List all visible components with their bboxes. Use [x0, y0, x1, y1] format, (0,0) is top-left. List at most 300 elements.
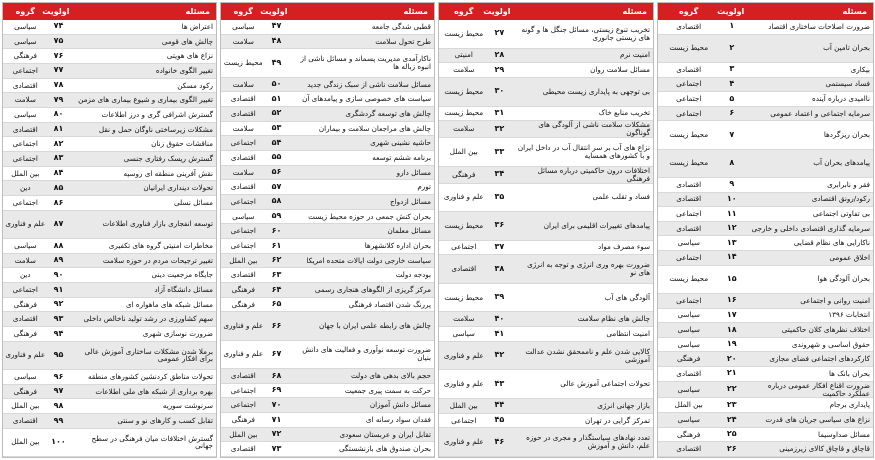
rank-cell: ۹۹	[53, 415, 64, 425]
group-cell: اجتماعی	[12, 197, 38, 207]
issue-cell: ناکارآمدی مدیریت پسماند و مسائل ناشی از انبوه زباله ها	[300, 54, 431, 71]
rank-cell: ۴۸	[271, 36, 282, 46]
table-row	[221, 413, 434, 428]
issue-cell: ضرورت اصلاحات ساختاری اقتصاد	[768, 21, 870, 31]
rank-cell: ۸۶	[53, 197, 64, 207]
issue-cell: مشکلات سلامت ناشی از آلودگی های گوناگون	[538, 120, 650, 138]
issue-cell: مسائل معلمان	[387, 226, 431, 236]
table-row	[658, 323, 873, 338]
group-cell: علم و فناوری	[223, 349, 264, 359]
group-cell: اقتصادی	[230, 108, 256, 118]
group-cell: اقتصادی	[230, 370, 256, 380]
table-row	[658, 63, 873, 78]
table-row	[439, 78, 653, 107]
rank-cell: ۶۸	[271, 370, 282, 380]
group-cell: اقتصادی	[230, 152, 256, 162]
header-issue: مسئله	[403, 7, 428, 16]
table-body	[221, 20, 434, 457]
table-row	[3, 20, 216, 35]
issue-cell: مناقشات حقوق زنان	[151, 139, 213, 149]
issue-cell: حرکت به سمت پیری جمعیت	[344, 385, 431, 395]
group-cell: سیاسی	[677, 238, 700, 248]
table-row	[439, 327, 653, 342]
rank-cell: ۸۱	[53, 124, 64, 134]
issue-cell: سوء مصرف مواد	[598, 242, 650, 252]
table-row	[658, 193, 873, 208]
table-row	[439, 284, 653, 313]
group-cell: اجتماعی	[451, 415, 477, 425]
group-cell: اجتماعی	[230, 240, 256, 250]
group-cell: بین الملل	[449, 400, 478, 410]
group-cell: علم و فناوری	[223, 321, 264, 331]
group-cell: سلامت	[232, 123, 254, 133]
table-row	[658, 382, 873, 399]
group-cell: بین الملل	[11, 437, 40, 447]
rank-cell: ۷۰	[271, 399, 282, 409]
group-cell: سیاسی	[677, 339, 700, 349]
rank-cell: ۱۳	[726, 237, 737, 247]
rank-cell: ۵۰	[271, 79, 282, 89]
rank-cell: ۹۲	[53, 299, 64, 309]
issue-cell: اخلاق عمومی	[829, 252, 870, 262]
issue-cell: مسائل شبکه های ماهواره ای	[125, 299, 213, 309]
group-cell: علم و فناوری	[443, 379, 484, 389]
issue-cell: بازار جهانی انرژی	[597, 400, 650, 410]
group-cell: اقتصادی	[12, 314, 38, 324]
rank-cell: ۹۶	[53, 371, 64, 381]
table-row	[3, 312, 216, 327]
issue-cell: طرح تحول سلامت	[375, 36, 431, 46]
table-row	[658, 92, 873, 107]
rank-cell: ۳۰	[494, 86, 505, 96]
group-cell: اجتماعی	[676, 252, 702, 262]
group-cell: فرهنگی	[452, 169, 476, 179]
rank-cell: ۶۴	[271, 284, 282, 294]
issue-cell: مسائل دانش آموزان	[369, 400, 431, 410]
table-row	[3, 399, 216, 414]
rank-cell: ۳۱	[494, 108, 505, 118]
group-cell: دین	[19, 270, 31, 280]
group-cell: محیط زیست	[444, 86, 484, 96]
group-cell: سیاسی	[677, 414, 700, 424]
table-row	[221, 92, 434, 107]
table-row	[221, 49, 434, 77]
table-row	[3, 181, 216, 196]
issue-cell: تورم	[417, 182, 431, 192]
issue-cell: امنیت انتظامی	[606, 329, 650, 339]
issue-cell: بیکاری	[850, 64, 870, 74]
table-row	[221, 78, 434, 93]
issue-cell: چالش های رابطه علمی ایران با جهان	[319, 321, 431, 331]
group-cell: بین الملل	[229, 429, 258, 439]
rank-cell: ۴۳	[494, 378, 505, 388]
table-row	[221, 136, 434, 151]
table-row	[3, 123, 216, 138]
table-row	[3, 327, 216, 342]
table-row	[221, 341, 434, 369]
table-row	[658, 309, 873, 324]
group-cell: اجتماعی	[230, 138, 256, 148]
issue-cell: رکود مسکن	[177, 80, 213, 90]
group-cell: محیط زیست	[444, 220, 484, 230]
issue-cell: اعتراض ها	[181, 21, 213, 31]
group-cell: محیط زیست	[444, 292, 484, 302]
table-row	[3, 239, 216, 254]
issue-cell: حاشیه نشینی شهری	[370, 138, 431, 148]
table-row	[439, 167, 653, 184]
group-cell: سیاسی	[452, 329, 475, 339]
table-row	[3, 79, 216, 94]
group-cell: بین الملل	[449, 146, 478, 156]
rank-cell: ۲۶	[726, 443, 737, 453]
group-cell: اجتماعی	[676, 295, 702, 305]
issue-cell: مسائل سلامت ناشی از سبک زندگی جدید	[307, 79, 431, 89]
group-cell: اقتصادی	[230, 444, 256, 454]
table-row	[3, 268, 216, 283]
rank-cell: ۳۲	[494, 123, 505, 133]
rank-cell: ۳۶	[494, 220, 505, 230]
table-row	[3, 283, 216, 298]
group-cell: اقتصادی	[676, 368, 702, 378]
issue-cell: امنیت نرم	[620, 50, 650, 60]
issue-cell: آلودگی های آب	[604, 292, 650, 302]
group-cell: فرهنگی	[231, 414, 255, 424]
rank-cell: ۹۵	[53, 350, 64, 360]
issue-cell: انتخابات ۱۳۹۶	[828, 310, 870, 320]
issue-cell: توسعه انفجاری بازار فناوری اطلاعات	[102, 219, 213, 229]
issue-cell: رکود/رونق اقتصادی	[811, 194, 870, 204]
table-row	[3, 152, 216, 167]
group-cell: اجتماعی	[12, 139, 38, 149]
group-cell: فرهنگی	[13, 299, 37, 309]
rank-cell: ۹۰	[53, 269, 64, 279]
table-header	[221, 3, 434, 20]
rank-cell: ۸۴	[53, 168, 64, 178]
group-cell: اقتصادی	[230, 182, 256, 192]
group-cell: سلامت	[453, 314, 475, 324]
rank-cell: ۲۴	[726, 414, 737, 424]
group-cell: فرهنگی	[677, 429, 701, 439]
group-cell: دین	[19, 183, 31, 193]
issue-cell: نزاع های آب بر سر انتقال آب در داخل ایران و با کشورهای همسایه	[517, 143, 650, 160]
table-row	[439, 255, 653, 284]
rank-cell: ۷۵	[53, 36, 64, 46]
issue-cell: حجم بالای بدهی های دولت	[351, 370, 431, 380]
rank-cell: ۴۲	[494, 350, 505, 360]
rank-cell: ۲۳	[726, 399, 737, 409]
group-cell: اجتماعی	[12, 284, 38, 294]
rank-cell: ۲۰	[726, 353, 737, 363]
rank-cell: ۹۷	[53, 386, 64, 396]
group-cell: محیط زیست	[444, 28, 484, 38]
group-cell: سلامت	[232, 167, 254, 177]
table-row	[658, 107, 873, 122]
group-cell: فرهنگی	[231, 299, 255, 309]
rank-cell: ۱۷	[726, 309, 737, 319]
group-cell: اقتصادی	[230, 270, 256, 280]
issue-cell: بی توجهی به پایداری زیست محیطی	[542, 86, 650, 96]
group-cell: اقتصادی	[676, 64, 702, 74]
group-cell: محیط زیست	[669, 158, 709, 168]
table-row	[3, 414, 216, 429]
issue-cell: سرمایه اجتماعی و اعتماد عمومی	[770, 108, 870, 118]
issue-cell: بودجه دولت	[395, 270, 431, 280]
rank-cell: ۹۱	[53, 284, 64, 294]
issue-cell: سهم کشاورزی در رشد تولید ناخالص داخلی	[83, 314, 213, 324]
header-rank: اولویت	[717, 7, 745, 16]
issue-cell: پررنگ شدن اقتصاد فرهنگی	[348, 299, 431, 309]
rank-cell: ۷۹	[53, 94, 64, 104]
issue-cell: مخاطرات امنیتی گروه های تکفیری	[108, 240, 213, 250]
group-cell: اقتصادی	[676, 194, 702, 204]
table-row	[439, 312, 653, 327]
rank-cell: ۱۸	[726, 324, 737, 334]
issue-cell: گسترش ریسک رفتاری جنسی	[123, 153, 213, 163]
issue-cell: بحران صندوق های بازنشستگی	[338, 444, 431, 454]
table-row	[221, 398, 434, 413]
table-row	[439, 342, 653, 371]
table-row	[221, 268, 434, 283]
rank-cell: ۶۵	[271, 299, 282, 309]
rank-cell: ۵۲	[271, 108, 282, 118]
group-cell: بین الملل	[11, 168, 40, 178]
issue-cell: مشکلات زیرساختی ناوگان حمل و نقل	[98, 124, 213, 134]
group-cell: محیط زیست	[444, 108, 484, 118]
rank-cell: ۸۲	[53, 138, 64, 148]
group-cell: سیاسی	[14, 109, 37, 119]
group-cell: فرهنگی	[13, 51, 37, 61]
issue-cell: امنیت روانی و اجتماعی	[800, 295, 870, 305]
header-group: گروه	[15, 7, 35, 16]
group-cell: اقتصادی	[12, 124, 38, 134]
group-cell: فرهنگی	[231, 284, 255, 294]
header-rank: اولویت	[42, 7, 70, 16]
table-row	[439, 399, 653, 414]
group-cell: بین الملل	[229, 255, 258, 265]
rank-cell: ۶۱	[271, 240, 282, 250]
issue-cell: پیامدهای بحران آب	[813, 158, 870, 168]
rank-cell: ۶۲	[271, 255, 282, 265]
rank-cell: ۷	[729, 129, 735, 139]
issue-cell: بحران تامین آب	[823, 43, 870, 53]
header-issue: مسئله	[842, 7, 867, 16]
rank-cell: ۲۱	[726, 368, 737, 378]
rank-cell: ۴۹	[271, 57, 282, 67]
rank-cell: ۹۳	[53, 313, 64, 323]
rank-cell: ۵۴	[271, 137, 282, 147]
table-row	[3, 167, 216, 182]
table-header	[658, 3, 873, 20]
table-row	[658, 222, 873, 237]
group-cell: فرهنگی	[13, 328, 37, 338]
issue-cell: گسترش اختلافات میان فرهنگی در سطح جهانی	[91, 433, 213, 451]
group-cell: فرهنگی	[677, 354, 701, 364]
rank-cell: ۴۴	[494, 400, 505, 410]
rank-cell: ۸۵	[53, 182, 64, 192]
rank-cell: ۵۱	[271, 93, 282, 103]
group-cell: محیط زیست	[669, 130, 709, 140]
issue-cell: بحران اداره کلانشهرها	[364, 240, 431, 250]
issue-cell: ضرورت توسعه نوآوری و فعالیت های دانش بنیان	[302, 345, 431, 363]
rank-cell: ۲۸	[494, 50, 505, 59]
table-row	[3, 254, 216, 269]
table-row	[658, 35, 873, 63]
table-row	[221, 369, 434, 384]
group-cell: سیاسی	[14, 371, 37, 381]
header-rank: اولویت	[483, 7, 511, 16]
rank-cell: ۹	[729, 179, 735, 189]
group-cell: سیاسی	[14, 240, 37, 250]
table-row	[221, 239, 434, 254]
group-cell: اقتصادی	[676, 21, 702, 31]
table-row	[3, 93, 216, 108]
header-issue: مسئله	[622, 7, 647, 16]
issue-cell: بی تفاوتی اجتماعی	[812, 208, 870, 218]
issue-cell: سرنوشت سوریه	[162, 401, 213, 411]
rank-cell: ۶۷	[271, 349, 282, 359]
table-row	[439, 241, 653, 256]
table-body	[439, 20, 653, 457]
table-row	[658, 251, 873, 266]
group-cell: سلامت	[453, 65, 475, 75]
table-row	[439, 63, 653, 78]
table-row	[658, 207, 873, 222]
issue-cell: نزاع های هویتی	[166, 51, 213, 61]
issue-cell: سرمایه گذاری اقتصادی داخلی و خارجی	[751, 223, 870, 233]
rank-cell: ۳۷	[494, 242, 505, 252]
rank-cell: ۵۷	[271, 181, 282, 191]
table-row	[439, 121, 653, 138]
table-row	[3, 137, 216, 152]
rank-cell: ۷۲	[271, 429, 282, 439]
rank-cell: ۱۰۰	[51, 437, 66, 447]
rank-cell: ۲۷	[494, 28, 505, 38]
table-row	[221, 180, 434, 195]
group-cell: علم و فناوری	[443, 437, 484, 447]
issue-cell: چالش های توسعه گردشگری	[345, 108, 431, 118]
table-panel-4	[2, 2, 217, 458]
group-cell: اقتصادی	[676, 223, 702, 233]
header-issue: مسئله	[185, 7, 210, 16]
table-row	[3, 211, 216, 239]
issue-cell: تغییر ترجیحات مردم در حوزه سلامت	[102, 255, 213, 265]
group-cell: بین الملل	[674, 400, 703, 410]
rank-cell: ۳۴	[494, 169, 505, 179]
rank-cell: ۴۶	[494, 436, 505, 446]
table-header	[3, 3, 216, 20]
table-row	[658, 398, 873, 413]
issue-cell: بهره برداری از شبکه های ملی اطلاعات	[95, 386, 213, 396]
group-cell: امنیتی	[454, 50, 473, 60]
rank-cell: ۱۹	[726, 339, 737, 349]
issue-cell: تمرکز گرایی در تهران	[585, 415, 650, 425]
issue-cell: قطبی شدگی جامعه	[371, 21, 431, 31]
issue-cell: تحولات دینداری ایرانیان	[143, 183, 213, 193]
issue-cell: کالایی شدن علم و ناممحقق نشدن عدالت آموزشی	[525, 346, 650, 364]
group-cell: اقتصادی	[12, 415, 38, 425]
rank-cell: ۷۱	[271, 414, 282, 424]
rank-cell: ۴۰	[494, 313, 505, 323]
group-cell: فرهنگی	[13, 386, 37, 396]
rank-cell: ۳۵	[494, 191, 505, 201]
rank-cell: ۵۸	[271, 196, 282, 206]
table-row	[3, 108, 216, 123]
group-cell: اقتصادی	[676, 179, 702, 189]
table-panel-2	[438, 2, 654, 458]
rank-cell: ۵۵	[271, 152, 282, 162]
issue-cell: سیاست های خصوصی سازی و پیامدهای آن	[302, 94, 431, 104]
issue-cell: تقابل کسب و کارهای نو و سنتی	[117, 415, 213, 425]
table-row	[439, 184, 653, 213]
issue-cell: مسائل نسلی	[174, 197, 213, 207]
issue-cell: تغییر الگوی بیماری و شیوع بیماری های مزمن	[78, 95, 213, 105]
issue-cell: مسائل دارو	[396, 167, 431, 177]
table-row	[658, 178, 873, 193]
table-row	[439, 370, 653, 399]
table-row	[658, 352, 873, 367]
group-cell: سلامت	[232, 79, 254, 89]
rank-cell: ۲	[729, 42, 735, 52]
rank-cell: ۳۸	[494, 263, 505, 273]
issue-cell: پایداری برجام	[829, 400, 870, 410]
group-cell: اقتصادی	[12, 80, 38, 90]
rank-cell: ۶۳	[271, 269, 282, 279]
issue-cell: ضرورت اقناع افکار عمومی درباره عملکرد حاکمیت	[767, 380, 870, 398]
group-cell: اجتماعی	[676, 79, 702, 89]
issue-cell: فقدان سواد رسانه ای	[365, 414, 431, 424]
rank-cell: ۹۴	[53, 328, 64, 338]
issue-cell: چالش های مراجعان سلامت و بیماران	[318, 123, 431, 133]
table-row	[439, 414, 653, 429]
table-row	[221, 298, 434, 313]
group-cell: علم و فناوری	[443, 350, 484, 360]
table-row	[658, 78, 873, 93]
issue-cell: مسائل ازدواج	[390, 196, 431, 206]
table-row	[221, 283, 434, 298]
table-row	[221, 254, 434, 269]
group-cell: سلامت	[232, 36, 254, 46]
table-row	[3, 429, 216, 457]
rank-cell: ۷۴	[53, 21, 64, 31]
table-row	[221, 224, 434, 239]
issue-cell: ناامیدی درباره آینده	[812, 93, 870, 103]
group-cell: علم و فناوری	[443, 192, 484, 202]
group-cell: سلامت	[453, 124, 475, 134]
rank-cell: ۸	[729, 157, 735, 167]
rank-cell: ۷۶	[53, 50, 64, 60]
rank-cell: ۲۹	[494, 64, 505, 74]
issue-cell: تحولات اجتماعی آموزش عالی	[560, 379, 650, 389]
issue-cell: بحران ریزگردها	[823, 130, 870, 140]
issue-cell: قاچاق و قاچاق کالای زیرزمینی	[779, 444, 870, 454]
issue-cell: جایگاه مرجعیت دینی	[151, 270, 213, 280]
table-row	[3, 370, 216, 385]
table-row	[221, 195, 434, 210]
group-cell: اجتماعی	[676, 93, 702, 103]
table-row	[439, 20, 653, 49]
table-row	[658, 428, 873, 443]
group-cell: سلامت	[14, 95, 36, 105]
group-cell: سیاسی	[677, 384, 700, 394]
issue-cell: کارکردهای اجتماعی فضای مجازی	[769, 354, 870, 364]
group-cell: سیاسی	[232, 21, 255, 31]
table-row	[439, 138, 653, 167]
table-body	[658, 20, 873, 457]
rank-cell: ۶	[729, 108, 735, 118]
rank-cell: ۷۳	[271, 443, 282, 453]
group-cell: اجتماعی	[12, 65, 38, 75]
group-cell: سیاسی	[232, 211, 255, 221]
